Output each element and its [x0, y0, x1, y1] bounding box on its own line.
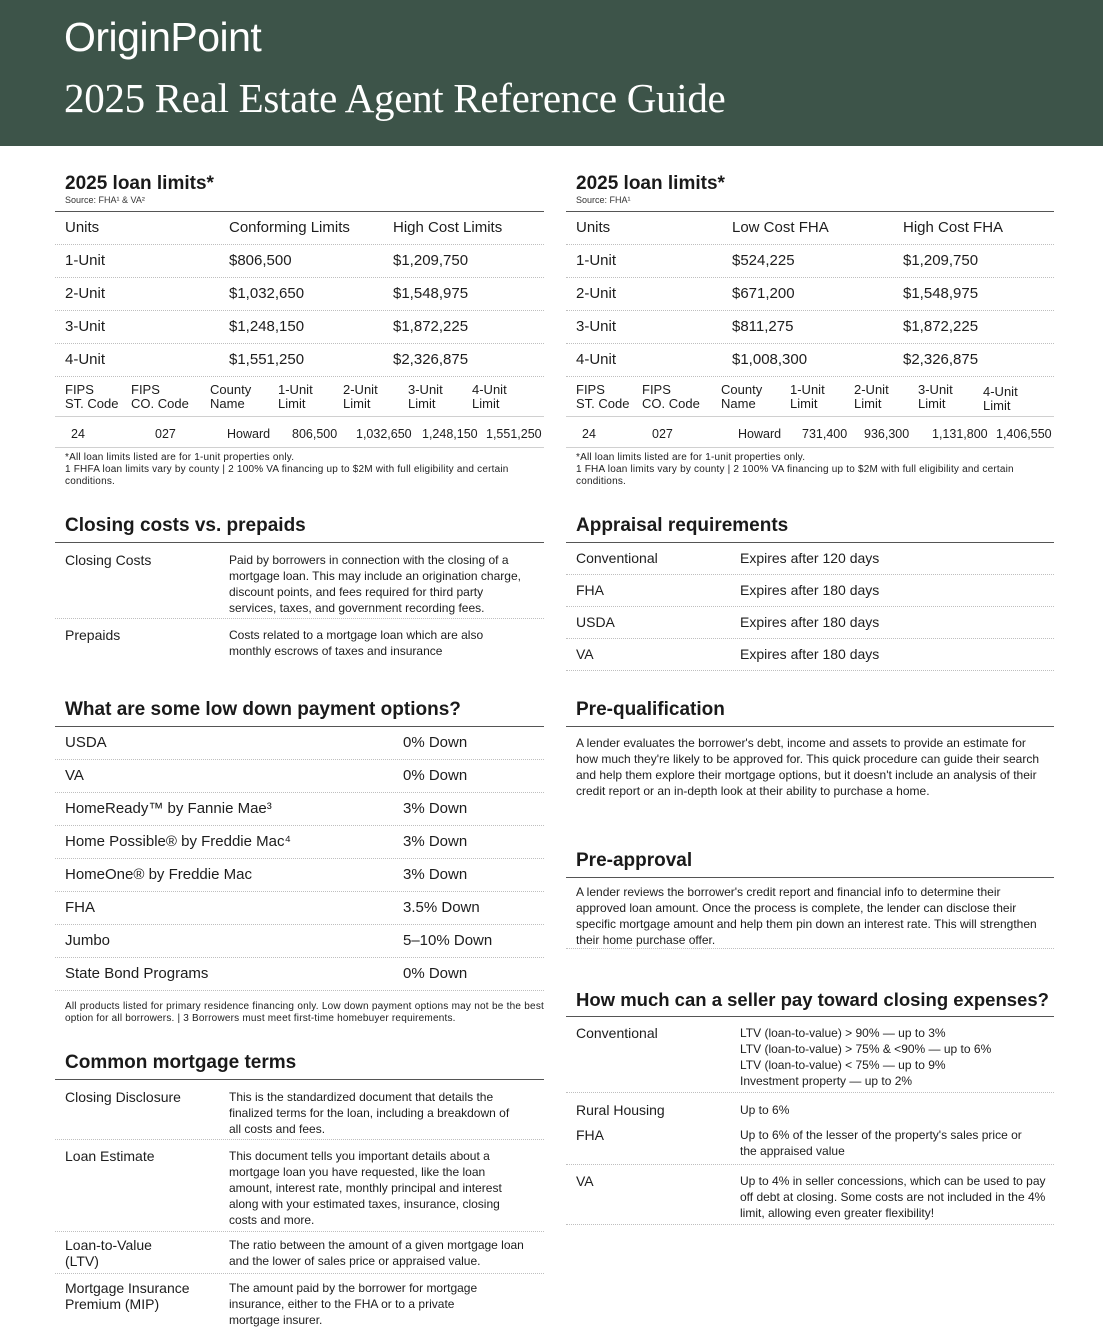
- footnote: *All loan limits listed are for 1-unit properties only.: [65, 452, 295, 463]
- preapproval-section: [566, 849, 1054, 949]
- fips-header-line: County: [721, 382, 763, 397]
- fips-header-line: Limit: [790, 396, 818, 411]
- loan-type: Conventional: [576, 550, 658, 566]
- fips-value: 806,500: [292, 427, 338, 441]
- option-row: [55, 892, 544, 925]
- section-title: Pre-qualification: [576, 699, 725, 720]
- footnote: 1 FHFA loan limits vary by county | 2 100% VA financing up to $2M with full eligibility and certain conditions.: [65, 464, 509, 487]
- fips-header: [131, 383, 210, 416]
- fips-header: [983, 383, 1018, 416]
- option-row: [55, 727, 544, 760]
- mortgage-terms-section: [55, 1051, 544, 1326]
- table-cell: 1-Unit: [65, 252, 106, 269]
- fips-header-line: FIPS: [65, 382, 94, 397]
- fips-header-line: County: [210, 382, 252, 397]
- brand-logo: OriginPoint: [64, 14, 262, 60]
- seller-row: [566, 1093, 1054, 1123]
- loan-type: Rural Housing: [576, 1102, 665, 1118]
- fips-header-line: 3-Unit: [408, 382, 443, 397]
- term: Mortgage Insurance Premium (MIP): [65, 1280, 190, 1312]
- loan-type: VA: [576, 646, 594, 662]
- footnote: *All loan limits listed are for 1-unit properties only.: [576, 452, 806, 463]
- seller-row: [566, 1017, 1054, 1093]
- seller-row: [566, 1123, 1054, 1165]
- fips-header: [343, 383, 408, 416]
- program-name: State Bond Programs: [65, 965, 209, 982]
- section-title: How much can a seller pay toward closing expenses?: [576, 989, 1049, 1010]
- fips-header-line: 1-Unit: [278, 382, 313, 397]
- expiry: Expires after 120 days: [740, 550, 880, 566]
- program-name: USDA: [65, 734, 107, 751]
- table-cell: $1,008,300: [732, 351, 808, 368]
- loan-type: VA: [576, 1173, 594, 1189]
- column-header: Units: [576, 219, 611, 236]
- table-cell: $1,209,750: [393, 252, 469, 269]
- fips-header-line: Name: [721, 396, 756, 411]
- table-cell: $1,548,975: [903, 285, 979, 302]
- appraisal-row: [566, 575, 1054, 607]
- section-title: Appraisal requirements: [576, 515, 789, 536]
- term: Loan Estimate: [65, 1148, 155, 1164]
- down-payment: 3% Down: [403, 800, 468, 817]
- table-cell: $1,248,150: [229, 318, 305, 335]
- table-row: [566, 344, 1054, 377]
- fips-value-row: [55, 421, 544, 448]
- fips-header-row: [55, 377, 544, 417]
- table-cell: 2-Unit: [65, 285, 106, 302]
- program-name: HomeOne® by Freddie Mac: [65, 866, 252, 883]
- fips-header: [566, 383, 642, 416]
- table-cell: $1,032,650: [229, 285, 305, 302]
- limit: Up to 4% in seller concessions, which can be used to pay off debt at closing. Some costs are not included in the 4% limit, allowing even greater flexibility!: [740, 1174, 1046, 1220]
- fips-header-line: ST. Code: [65, 396, 119, 411]
- fips-value: Howard: [227, 427, 271, 441]
- appraisal-section: [566, 514, 1054, 671]
- source-note: Source: FHA¹: [576, 195, 631, 205]
- loan-limits-fha-section: [566, 172, 1054, 488]
- fips-header-line: ST. Code: [576, 396, 630, 411]
- program-name: FHA: [65, 899, 95, 916]
- section-title: 2025 loan limits*: [576, 173, 725, 194]
- loan-type: FHA: [576, 1127, 604, 1143]
- fips-header-line: 4-Unit: [472, 382, 507, 397]
- fips-header: [918, 383, 983, 416]
- fips-value: 24: [71, 427, 85, 441]
- fips-header-line: FIPS: [642, 382, 671, 397]
- fips-header: [278, 383, 343, 416]
- appraisal-row: [566, 607, 1054, 639]
- appraisal-row: [566, 639, 1054, 671]
- low-down-payment-section: [55, 698, 544, 1025]
- table-cell: $524,225: [732, 252, 795, 269]
- loan-limits-conforming-section: [55, 172, 544, 488]
- seller-row: [566, 1165, 1054, 1225]
- program-name: Jumbo: [65, 932, 111, 949]
- term: Prepaids: [65, 627, 121, 643]
- page-title: 2025 Real Estate Agent Reference Guide: [64, 75, 726, 121]
- down-payment: 3% Down: [403, 866, 468, 883]
- table-cell: $1,209,750: [903, 252, 979, 269]
- table-header-row: [55, 212, 544, 245]
- fips-header-line: 3-Unit: [918, 382, 953, 397]
- fips-value: 1,131,800: [932, 427, 988, 441]
- program-name: VA: [65, 767, 84, 784]
- fips-value: 027: [652, 427, 673, 441]
- table-cell: 4-Unit: [576, 351, 617, 368]
- fips-header-line: 2-Unit: [343, 382, 378, 397]
- fips-header: [790, 383, 854, 416]
- term: Closing Disclosure: [65, 1089, 181, 1105]
- fips-header-row: [566, 377, 1054, 417]
- fips-value: 24: [582, 427, 596, 441]
- table-cell: $811,275: [732, 318, 794, 335]
- option-row: [55, 826, 544, 859]
- appraisal-row: [566, 543, 1054, 575]
- option-row: [55, 793, 544, 826]
- definition: The ratio between the amount of a given mortgage loan and the lower of sales price or appraised value.: [229, 1238, 524, 1268]
- section-title: What are some low down payment options?: [65, 699, 461, 720]
- fips-header-line: 4-Unit: [983, 384, 1018, 399]
- definition: Costs related to a mortgage loan which are also monthly escrows of taxes and insurance: [229, 628, 484, 658]
- closing-costs-section: [55, 514, 544, 661]
- definition-row: [55, 1232, 544, 1274]
- fips-header-line: 2-Unit: [854, 382, 889, 397]
- page-header: [0, 0, 1103, 146]
- footnote: 1 FHA loan limits vary by county | 2 100% VA financing up to $2M with full eligibility and certain conditions.: [576, 464, 1014, 487]
- table-row: [566, 278, 1054, 311]
- down-payment: 5–10% Down: [403, 932, 493, 949]
- fips-header: [55, 383, 131, 416]
- definition: This is the standardized document that details the finalized terms for the loan, including a breakdown of all costs and fees.: [229, 1090, 510, 1136]
- definition: The amount paid by the borrower for mortgage insurance, either to the FHA or to a private mortgage insurer.: [229, 1281, 478, 1327]
- definition: Paid by borrowers in connection with the closing of a mortgage loan. This may include an origination charge, discount points, and fees required for third party services, taxes, and government recording fees.: [229, 553, 521, 615]
- column-header: Units: [65, 219, 100, 236]
- fips-value-row: [566, 421, 1054, 448]
- program-name: Home Possible® by Freddie Mac⁴: [65, 833, 291, 850]
- table-cell: $2,326,875: [903, 351, 979, 368]
- term: Loan-to-Value (LTV): [65, 1237, 152, 1269]
- table-cell: $1,551,250: [229, 351, 305, 368]
- option-row: [55, 859, 544, 892]
- column-header: High Cost Limits: [393, 219, 503, 236]
- table-cell: $1,872,225: [393, 318, 469, 335]
- definition-row: [55, 1274, 544, 1326]
- column-header: Conforming Limits: [229, 219, 350, 236]
- fips-header-line: Limit: [918, 396, 946, 411]
- fips-value: 1,248,150: [422, 427, 478, 441]
- table-row: [55, 278, 544, 311]
- fips-header-line: CO. Code: [131, 396, 189, 411]
- option-row: [55, 958, 544, 991]
- fips-header-line: FIPS: [131, 382, 160, 397]
- fips-header-line: FIPS: [576, 382, 605, 397]
- column-header: Low Cost FHA: [732, 219, 829, 236]
- column-header: High Cost FHA: [903, 219, 1004, 236]
- section-title: Common mortgage terms: [65, 1052, 297, 1073]
- table-cell: $2,326,875: [393, 351, 469, 368]
- table-header-row: [566, 212, 1054, 245]
- prequalification-section: [566, 698, 1054, 807]
- fips-value: Howard: [738, 427, 782, 441]
- fips-header-line: Limit: [343, 396, 371, 411]
- section-title: 2025 loan limits*: [65, 173, 214, 194]
- down-payment: 3.5% Down: [403, 899, 480, 916]
- table-row: [55, 344, 544, 377]
- table-cell: 1-Unit: [576, 252, 617, 269]
- expiry: Expires after 180 days: [740, 646, 880, 662]
- table-cell: 3-Unit: [576, 318, 617, 335]
- down-payment: 3% Down: [403, 833, 468, 850]
- fips-header: [642, 383, 721, 416]
- fips-value: 936,300: [864, 427, 910, 441]
- down-payment: 0% Down: [403, 734, 468, 751]
- down-payment: 0% Down: [403, 767, 468, 784]
- definition-row: [55, 543, 544, 619]
- fips-header-line: CO. Code: [642, 396, 700, 411]
- fips-header-line: Limit: [472, 396, 500, 411]
- option-row: [55, 760, 544, 793]
- limit: Up to 6% of the lesser of the property's sales price or the appraised value: [740, 1128, 1022, 1158]
- paragraph: A lender evaluates the borrower's debt, income and assets to provide an estimate for how much they're likely to be approved for. This quick procedure can guide their search and help them explore their mortgage options, but it doesn't include an analysis of their credit report or an in-depth look at their ability to purchase a home.: [576, 736, 1039, 798]
- definition: This document tells you important details about a mortgage loan you have requested, like the loan amount, interest rate, monthly principal and interest along with your estimated taxes, insurance, closing costs and more.: [229, 1149, 502, 1227]
- table-cell: 4-Unit: [65, 351, 106, 368]
- definition-row: [55, 1140, 544, 1232]
- table-row: [566, 311, 1054, 344]
- expiry: Expires after 180 days: [740, 614, 880, 630]
- loan-type: FHA: [576, 582, 604, 598]
- fips-header-line: Limit: [854, 396, 882, 411]
- table-cell: $1,548,975: [393, 285, 469, 302]
- fips-value: 027: [155, 427, 176, 441]
- loan-type: Conventional: [576, 1025, 658, 1041]
- program-name: HomeReady™ by Fannie Mae³: [65, 800, 272, 817]
- definition-row: [55, 619, 544, 661]
- fips-header: [472, 383, 507, 416]
- fips-value: 731,400: [802, 427, 848, 441]
- fips-header-line: Limit: [983, 398, 1011, 413]
- section-title: Pre-approval: [576, 850, 693, 871]
- table-row: [566, 245, 1054, 278]
- limit: LTV (loan-to-value) > 90% — up to 3% LTV (loan-to-value) > 75% & <90% — up to 6% LTV (loan-to-value) < 75% — up to 9% Investment property — up to 2%: [740, 1026, 992, 1088]
- table-cell: $671,200: [732, 285, 795, 302]
- fips-header-line: Limit: [408, 396, 436, 411]
- definition-row: [55, 1080, 544, 1140]
- fips-header: [721, 383, 790, 416]
- option-row: [55, 925, 544, 958]
- seller-concessions-section: [566, 988, 1054, 1225]
- table-cell: 2-Unit: [576, 285, 617, 302]
- loan-type: USDA: [576, 614, 615, 630]
- table-cell: $1,872,225: [903, 318, 979, 335]
- paragraph: A lender reviews the borrower's credit report and financial info to determine their approved loan amount. Once the process is complete, the lender can disclose their specific mortgage amount and help them pin down an interest rate. This will strengthen their home purchase offer.: [566, 878, 1054, 949]
- fips-value: 1,551,250: [486, 427, 542, 441]
- section-title: Closing costs vs. prepaids: [65, 515, 306, 536]
- term: Closing Costs: [65, 552, 152, 568]
- fips-header: [210, 383, 278, 416]
- limit: Up to 6%: [740, 1103, 790, 1117]
- footnote: All products listed for primary residence financing only. Low down payment options may not be the best option for all borrowers. | 3 Borrowers must meet first-time homebuyer requirements.: [65, 1001, 544, 1024]
- source-note: Source: FHA¹ & VA²: [65, 195, 145, 205]
- down-payment: 0% Down: [403, 965, 468, 982]
- fips-header-line: Limit: [278, 396, 306, 411]
- table-row: [55, 245, 544, 278]
- fips-header: [408, 383, 472, 416]
- fips-header: [854, 383, 918, 416]
- fips-header-line: 1-Unit: [790, 382, 825, 397]
- table-cell: 3-Unit: [65, 318, 106, 335]
- table-cell: $806,500: [229, 252, 292, 269]
- expiry: Expires after 180 days: [740, 582, 880, 598]
- table-row: [55, 311, 544, 344]
- fips-value: 1,032,650: [356, 427, 412, 441]
- fips-header-line: Name: [210, 396, 245, 411]
- fips-value: 1,406,550: [996, 427, 1052, 441]
